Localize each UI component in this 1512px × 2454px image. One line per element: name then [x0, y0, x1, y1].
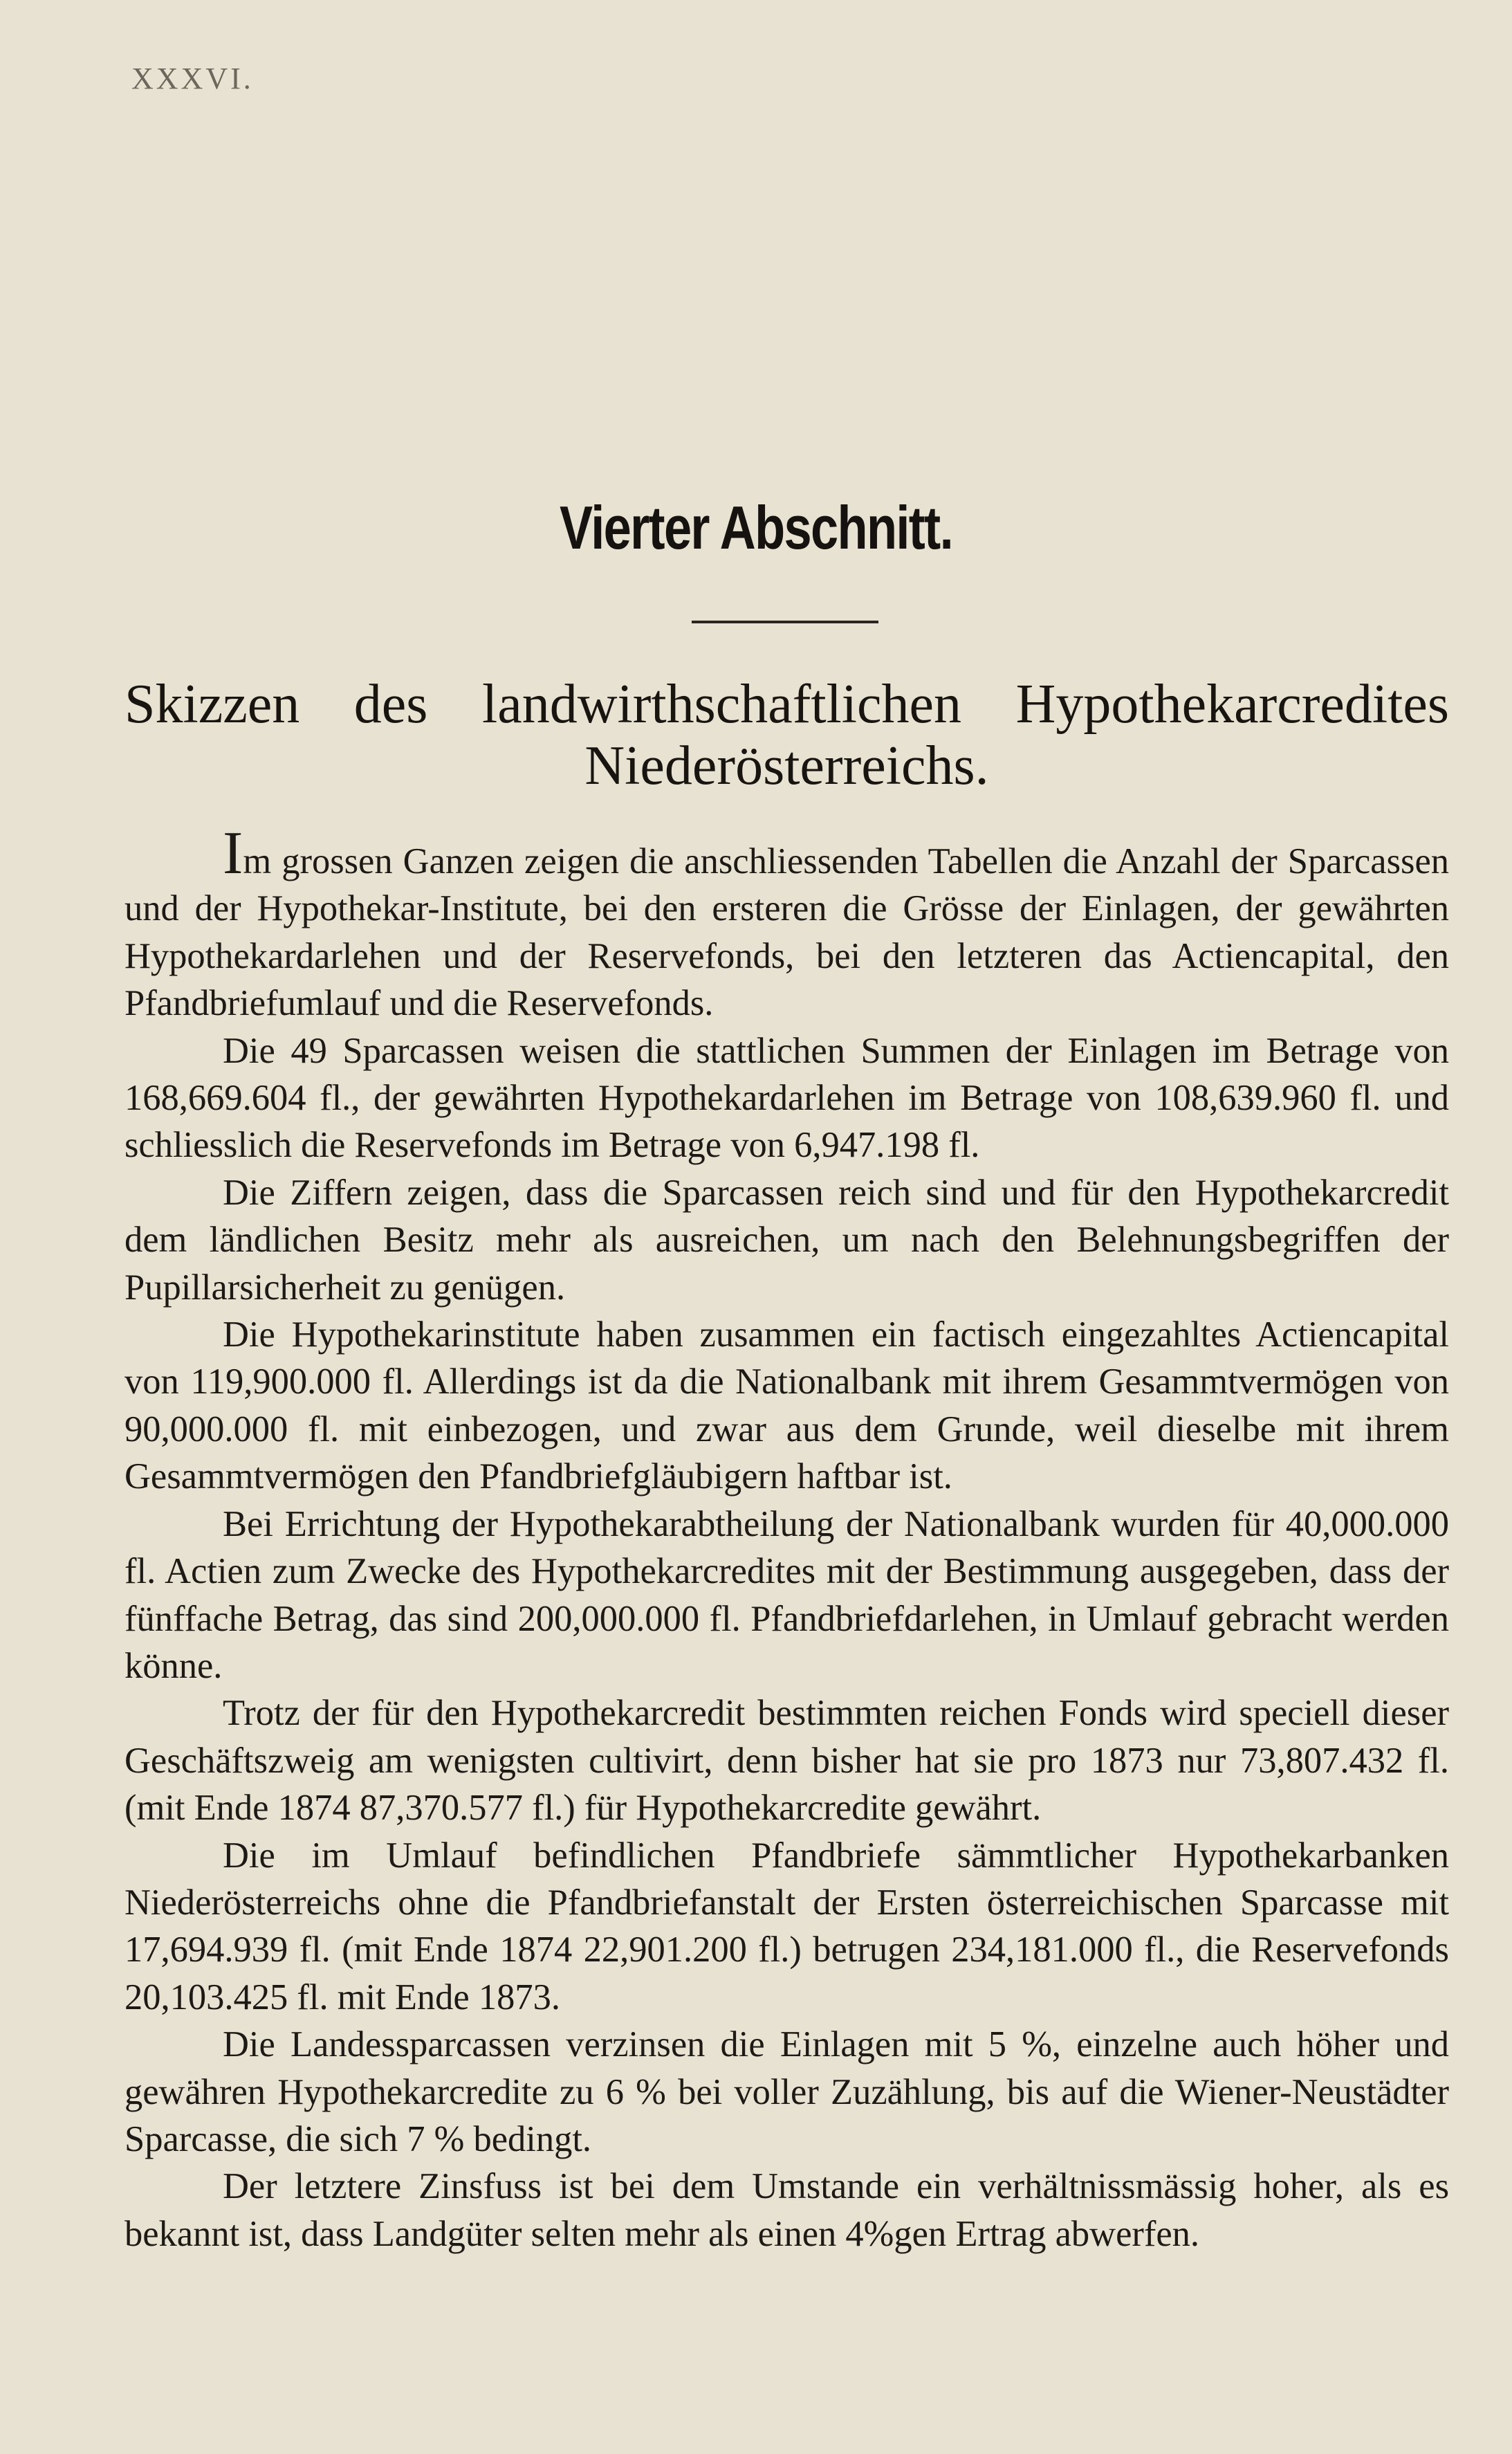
paragraph-5: Bei Errichtung der Hypothekarabtheilung der Nationalbank wurden für 40,000.000 fl. Actien zum Zwecke des Hypothekarcredites mit der Bestimmung ausgegeben, dass der fünffache Betrag, das sind 200,000.000 fl. Pfandbriefdarlehen, in Umlauf gebracht werden könne.	[125, 1503, 1449, 1686]
section-heading: Vierter Abschnitt.	[560, 493, 952, 562]
paragraph-7: Die im Umlauf befindlichen Pfandbriefe sämmtlicher Hypothekarbanken Niederösterreichs ohne die Pfandbriefanstalt der Ersten österreichischen Sparcasse mit 17,694.939 fl. (mit Ende 1874 22,901.200 fl.) betrugen 234,181.000 fl., die Reservefonds 20,103.425 fl. mit Ende 1873.	[125, 1835, 1449, 2017]
paragraph-4: Die Hypothekarinstitute haben zusammen ein factisch eingezahltes Actiencapital von 119,900.000 fl. Allerdings ist da die Nationalbank mit ihrem Gesammtvermögen von 90,000.000 fl. mit einbezogen, und zwar aus dem Grunde, weil dieselbe mit ihrem Gesammtvermögen den Pfandbriefgläubigern haftbar ist.	[125, 1315, 1449, 1497]
section-divider	[692, 621, 878, 623]
subtitle-line-1: Skizzen des landwirthschaftlichen Hypothekarcredites	[125, 674, 1449, 735]
paragraph-text: m grossen Ganzen zeigen die anschliessenden Tabellen die Anzahl der Sparcassen und der Hypothekar-Institute, bei den ersteren die Grösse der Einlagen, der gewährten Hypothekardarlehen und der Reservefonds, bei den letzteren das Actiencapital, den Pfandbriefumlauf und die Reservefonds.	[125, 841, 1449, 1024]
paragraph-2: Die 49 Sparcassen weisen die stattlichen Summen der Einlagen im Betrage von 168,669.604 fl., der gewährten Hypothekardarlehen im Betrage von 108,639.960 fl. und schliesslich die Reservefonds im Betrage von 6,947.198 fl.	[125, 1030, 1449, 1166]
drop-initial: I	[223, 820, 243, 887]
paragraph-6: Trotz der für den Hypothekarcredit bestimmten reichen Fonds wird speciell dieser Geschäftszweig am wenigsten cultivirt, denn bisher hat sie pro 1873 nur 73,807.432 fl. (mit Ende 1874 87,370.577 fl.) für Hypothekarcredite gewährt.	[125, 1693, 1449, 1829]
page-number: XXXVI.	[131, 62, 254, 95]
paragraph-9: Der letztere Zinsfuss ist bei dem Umstande ein verhältnissmässig hoher, als es bekannt ist, dass Landgüter selten mehr als einen 4%gen Ertrag abwerfen.	[125, 2166, 1449, 2254]
paragraph-1	[125, 820, 1449, 1027]
body-text	[125, 820, 1449, 2258]
paragraph-3: Die Ziffern zeigen, dass die Sparcassen reich sind und für den Hypothekarcredit dem ländlichen Besitz mehr als ausreichen, um nach den Belehnungsbegriffen der Pupillarsicherheit zu genügen.	[125, 1172, 1449, 1308]
subtitle-line-2: Niederösterreichs.	[584, 735, 989, 796]
paragraph-8: Die Landessparcassen verzinsen die Einlagen mit 5 %, einzelne auch höher und gewähren Hypothekarcredite zu 6 % bei voller Zuzählung, bis auf die Wiener-Neustädter Sparcasse, die sich 7 % bedingt.	[125, 2024, 1449, 2159]
